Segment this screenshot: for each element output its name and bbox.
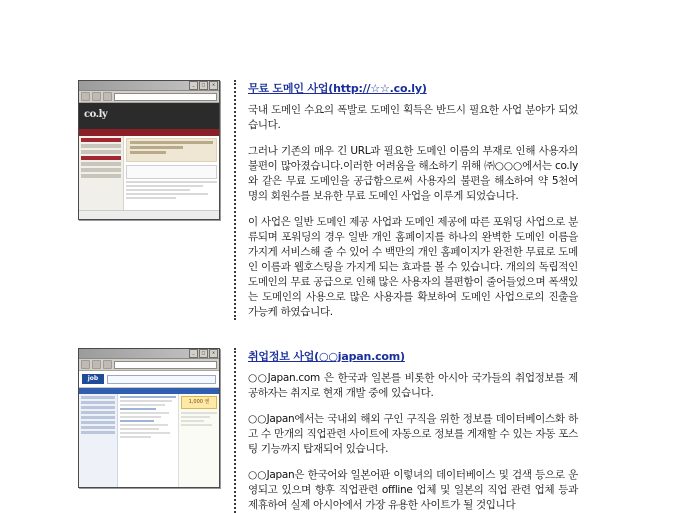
back-icon[interactable]: [81, 360, 90, 369]
site-sidebar: [79, 136, 124, 219]
text-line: [120, 428, 159, 430]
text-line: [126, 193, 208, 195]
text-line: [120, 432, 170, 434]
sidebar-row[interactable]: [81, 174, 121, 178]
site-logo: job: [82, 374, 104, 384]
sidebar-row[interactable]: [81, 138, 121, 142]
sidebar-row[interactable]: [81, 426, 115, 429]
forward-icon[interactable]: [92, 360, 101, 369]
site-footer: [79, 210, 219, 219]
banner-line: [130, 141, 213, 144]
address-input[interactable]: [114, 361, 217, 369]
site-form-box[interactable]: [126, 165, 217, 179]
browser-toolbar: [79, 91, 219, 103]
text-line: [126, 189, 190, 191]
browser-window-job-site[interactable]: [78, 348, 220, 488]
text-line: [126, 197, 176, 199]
site-navbar[interactable]: [79, 129, 219, 136]
domain-text-column: [248, 80, 578, 320]
section-title-domain[interactable]: 무료 도메인 사업(http://☆☆.co.ly): [248, 82, 427, 95]
vertical-dotted-divider: [234, 80, 236, 320]
text-line: [120, 404, 165, 406]
sidebar-row[interactable]: [81, 162, 121, 166]
sidebar-row[interactable]: [81, 150, 121, 154]
paragraph: ○○Japan.com 은 한국과 일본를 비롯한 아시아 국가들의 취업정보를 제공하자는 취지로 현재 개발 중에 있습니다.: [248, 372, 578, 399]
back-icon[interactable]: [81, 92, 90, 101]
maximize-button[interactable]: □: [199, 349, 208, 358]
site-logo: co.ly: [84, 109, 108, 120]
sidebar-row[interactable]: [81, 401, 115, 404]
text-line: [120, 436, 151, 438]
paragraph: 이 사업은 일반 도메인 제공 사업과 도메인 제공에 따른 포워딩 사업으로 분류되며 포워딩의 경우 일반 개인 홈페이지를 하나의 완벽한 도메인 이름을 가지게 서비스해 줄 수 있어 수 백만의 개인 홈페이지가 완전한 무료로 도메인 이름과 웹호스팅을 가지게 되는 효과를 볼 수 있습니다. 개의의 독립적인 도메인의 무료 공급으로 인해 많은 사용자의 불편함이 줄어들었으며 폭색있는 도메인의 사용으로 많은 사용자를 확보하여 도메인 사업으로의 진출을 가능케 하였습니다.: [248, 216, 578, 318]
browser-viewport-domain-site: [79, 103, 219, 219]
text-line: [120, 400, 172, 402]
text-line: [120, 396, 176, 398]
text-line: [120, 412, 169, 414]
text-line: [181, 424, 212, 426]
site-header: [79, 103, 219, 129]
site-banner: [126, 138, 217, 162]
maximize-button[interactable]: □: [199, 81, 208, 90]
browser-titlebar: [79, 349, 219, 359]
job-text-column: [248, 348, 578, 513]
section-job-business: [78, 348, 578, 513]
minimize-button[interactable]: _: [189, 349, 198, 358]
text-line: [120, 424, 168, 426]
close-button[interactable]: ×: [209, 81, 218, 90]
site-content: [118, 394, 178, 487]
site-content: [124, 136, 219, 219]
text-line: [120, 420, 154, 422]
text-line: [126, 185, 203, 187]
sidebar-row[interactable]: [81, 431, 115, 434]
banner-line: [130, 146, 183, 149]
site-promo-panel: [178, 394, 219, 487]
paragraph: 국내 도메인 수요의 폭발로 도메인 획득은 반드시 필요한 사업 분야가 되었습니다.: [248, 104, 578, 131]
sidebar-row[interactable]: [81, 396, 115, 399]
text-line: [181, 416, 210, 418]
text-line: [181, 412, 217, 414]
vertical-dotted-divider: [234, 348, 236, 513]
paragraph: ○○Japan은 한국어와 일본어판 이렇녀의 데이터베이스 및 검색 등으로 운영되고 있으며 향후 직업관련 offline 업체 및 일본의 직업 관련 업체 등과 제휴하여 실제 아시아에서 가장 유용한 사이트가 될 것입니다: [248, 469, 578, 511]
site-text-block: [126, 181, 217, 199]
text-line: [181, 420, 204, 422]
sidebar-row[interactable]: [81, 144, 121, 148]
site-header: [79, 371, 219, 388]
home-icon[interactable]: [103, 360, 112, 369]
search-input[interactable]: [107, 375, 216, 384]
text-line: [126, 181, 217, 183]
forward-icon[interactable]: [92, 92, 101, 101]
promo-badge[interactable]: 1,000 엔: [181, 396, 217, 409]
text-line: [120, 408, 156, 410]
browser-titlebar: [79, 81, 219, 91]
sidebar-row[interactable]: [81, 421, 115, 424]
sidebar-row[interactable]: [81, 156, 121, 160]
paragraph: ○○Japan에서는 국내외 해외 구인 구직을 위한 정보를 데이터베이스화 하고 수 만개의 직업관련 사이트에 자동으로 정보를 게재할 수 있는 자동 포스팅 기능까지 탑재되어 있습니다.: [248, 413, 578, 455]
sidebar-row[interactable]: [81, 416, 115, 419]
browser-window-domain-site[interactable]: [78, 80, 220, 220]
sidebar-row[interactable]: [81, 406, 115, 409]
close-button[interactable]: ×: [209, 349, 218, 358]
site-main: [79, 136, 219, 219]
home-icon[interactable]: [103, 92, 112, 101]
section-title-job[interactable]: 취업정보 사업(○○japan.com): [248, 350, 405, 363]
site-sidebar: [79, 394, 118, 487]
paragraph: 그러나 기존의 매우 긴 URL과 필요한 도메인 이름의 부재로 인해 사용자의 불편이 많아졌습니다.이러한 어려움을 해소하기 위해 ㈜○○○에서는 co.ly와 같은 무료 도메인을 공급함으로써 사용자의 불편을 해소하여 약 5천여 명의 회원수를 보유한 무료 도메인 사업을 이루게 되었습니다.: [248, 145, 578, 202]
browser-viewport-job-site: [79, 371, 219, 487]
text-line: [120, 416, 161, 418]
banner-line: [130, 151, 166, 154]
sidebar-row[interactable]: [81, 168, 121, 172]
section-domain-business: [78, 80, 578, 320]
sidebar-row[interactable]: [81, 411, 115, 414]
minimize-button[interactable]: _: [189, 81, 198, 90]
address-input[interactable]: [114, 93, 217, 101]
site-main: [79, 394, 219, 487]
browser-toolbar: [79, 359, 219, 371]
